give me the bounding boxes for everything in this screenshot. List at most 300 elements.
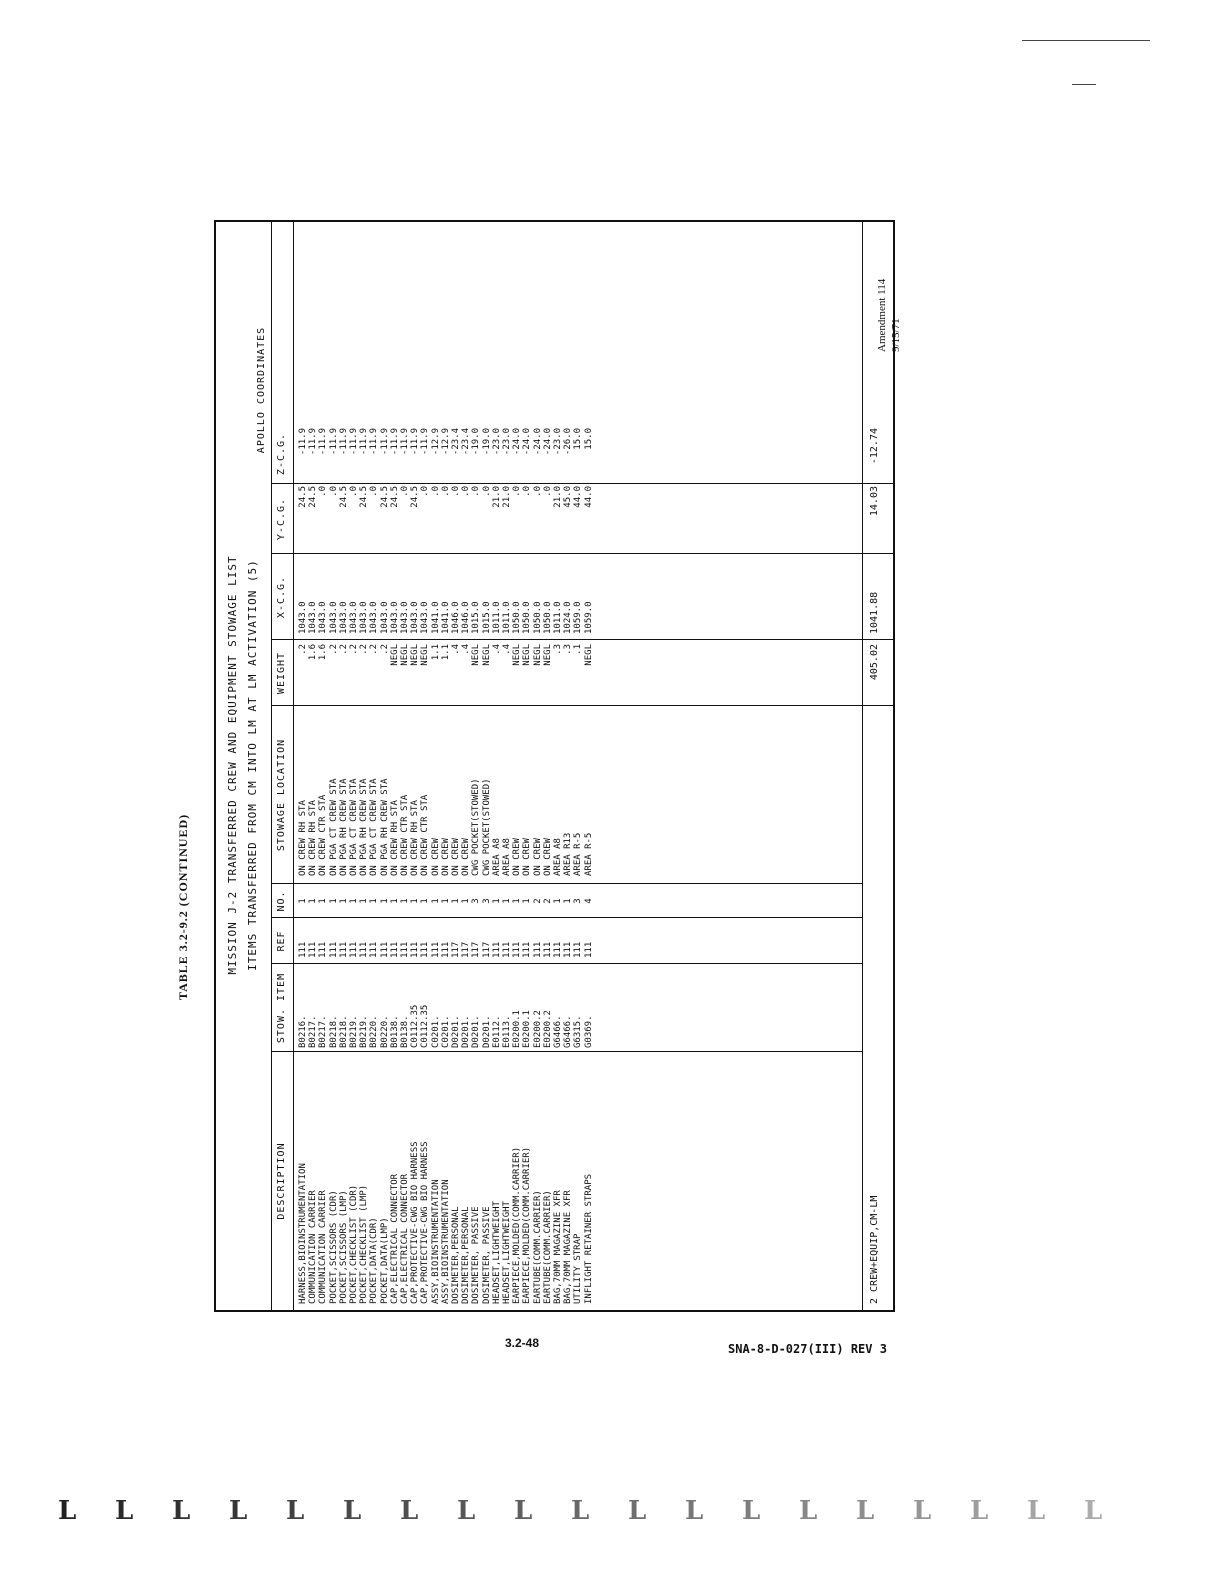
cell-y: .0 bbox=[512, 486, 523, 497]
cell-wt: NEGL bbox=[410, 644, 421, 666]
cell-ref: 111 bbox=[379, 941, 390, 958]
cell-desc: CAP,ELECTRICAL CONNECTOR bbox=[389, 1173, 400, 1304]
amendment-number: Amendment 114 bbox=[876, 278, 888, 352]
cell-desc: INFLIGHT RETAINER STRAPS bbox=[583, 1173, 594, 1304]
document-id: SNA-8-D-027(III) REV 3 bbox=[728, 1342, 887, 1356]
cell-ref: 111 bbox=[308, 941, 319, 958]
cell-loc: ON CREW CTR STA bbox=[400, 794, 410, 876]
cell-wt: .2 bbox=[369, 644, 380, 655]
cell-item: E0200.2 bbox=[542, 1010, 553, 1048]
cell-wt: NEGL bbox=[389, 644, 400, 666]
cell-no: 1 bbox=[328, 898, 339, 904]
binding-tick: L bbox=[970, 1496, 989, 1526]
cell-loc: ON CREW bbox=[440, 838, 451, 876]
cell-wt: NEGL bbox=[420, 644, 431, 666]
table-row bbox=[482, 220, 492, 1310]
cell-y: .0 bbox=[318, 486, 329, 497]
cell-z: -12.9 bbox=[440, 428, 451, 456]
cell-wt: .2 bbox=[379, 644, 390, 655]
table-row bbox=[308, 220, 318, 1310]
cell-y: .0 bbox=[349, 486, 359, 497]
cell-ref: 117 bbox=[481, 941, 492, 958]
table-title: TABLE 3.2-9.2 (CONTINUED) bbox=[176, 813, 190, 1000]
cell-ref: 111 bbox=[338, 941, 349, 958]
binding-tick: L bbox=[856, 1496, 875, 1526]
table-row bbox=[431, 220, 441, 1310]
cell-x: 1015.0 bbox=[471, 601, 482, 634]
cell-loc: ON PGA CT CREW STA bbox=[369, 778, 380, 876]
cell-no: 1 bbox=[440, 898, 451, 904]
cell-x: 1050.0 bbox=[532, 601, 543, 634]
binding-tick: L bbox=[913, 1496, 932, 1526]
coordinates-header: APOLLO COORDINATES bbox=[256, 326, 267, 454]
table-row bbox=[543, 220, 553, 1310]
cell-desc: DOSIMETER,PERSONAL bbox=[451, 1206, 461, 1304]
cell-loc: ON CREW CTR STA bbox=[318, 794, 329, 876]
cell-item: B0217. bbox=[308, 1015, 319, 1048]
table-row bbox=[400, 220, 410, 1310]
cell-item: E0200.1 bbox=[512, 1010, 523, 1048]
cell-item: D0201. bbox=[471, 1015, 482, 1048]
cell-desc: COMMUNICATION CARRIER bbox=[308, 1190, 319, 1304]
cell-wt: 1.6 bbox=[308, 644, 319, 661]
cell-desc: POCKET,DATA(CDR) bbox=[369, 1217, 380, 1304]
table-row bbox=[512, 220, 522, 1310]
cell-desc: BAG,70MM MAGAZINE XFR bbox=[553, 1190, 563, 1304]
cell-y: 24.5 bbox=[298, 486, 308, 508]
table-row bbox=[329, 220, 339, 1310]
cell-loc: AREA R13 bbox=[563, 832, 574, 876]
cell-ref: 111 bbox=[318, 941, 329, 958]
cell-desc: POCKET,DATA(LMP) bbox=[379, 1217, 390, 1304]
cell-item: D0201. bbox=[451, 1015, 461, 1048]
binding-tick: L bbox=[115, 1496, 134, 1526]
cell-y: 24.5 bbox=[338, 486, 349, 508]
cell-y: 21.0 bbox=[502, 486, 512, 508]
cell-item: B0219. bbox=[359, 1015, 370, 1048]
binding-marks bbox=[58, 1496, 1158, 1526]
cell-loc: CWG POCKET(STOWED) bbox=[481, 778, 492, 876]
cell-loc: AREA R-5 bbox=[583, 832, 594, 876]
cell-x: 1024.0 bbox=[563, 601, 574, 634]
cell-y: .0 bbox=[532, 486, 543, 497]
table-row bbox=[298, 220, 308, 1310]
cell-loc: ON CREW bbox=[430, 838, 441, 876]
cell-item: B0216. bbox=[298, 1015, 308, 1048]
cell-loc: ON CREW bbox=[542, 838, 553, 876]
cell-y: 24.5 bbox=[308, 486, 319, 508]
cell-x: 1015.0 bbox=[481, 601, 492, 634]
cell-loc: ON CREW bbox=[512, 838, 523, 876]
cell-ref: 111 bbox=[573, 941, 584, 958]
cell-ref: 111 bbox=[369, 941, 380, 958]
col-x-cg: X-C.G. bbox=[276, 575, 287, 619]
cell-item: B0138. bbox=[389, 1015, 400, 1048]
cell-y: .0 bbox=[420, 486, 431, 497]
cell-x: 1046.0 bbox=[451, 601, 461, 634]
table-row bbox=[390, 220, 400, 1310]
cell-z: -11.9 bbox=[420, 428, 431, 456]
cell-ref: 111 bbox=[512, 941, 523, 958]
cell-ref: 111 bbox=[430, 941, 441, 958]
stowage-table bbox=[216, 220, 893, 1310]
cell-no: 1 bbox=[389, 898, 400, 904]
cell-desc: EARPIECE,MOLDED(COMM.CARRIER) bbox=[512, 1146, 523, 1304]
cell-y: 21.0 bbox=[553, 486, 563, 508]
cell-no: 1 bbox=[308, 898, 319, 904]
col-location: STOWAGE LOCATION bbox=[276, 738, 287, 852]
cell-no: 1 bbox=[349, 898, 359, 904]
cell-y: 24.5 bbox=[379, 486, 390, 508]
cell-z: -11.9 bbox=[298, 428, 308, 456]
cell-ref: 111 bbox=[400, 941, 410, 958]
cell-ref: 111 bbox=[532, 941, 543, 958]
cell-loc: ON CREW bbox=[532, 838, 543, 876]
cell-x: 1043.0 bbox=[349, 601, 359, 634]
cell-wt: NEGL bbox=[583, 644, 594, 666]
cell-z: 15.0 bbox=[583, 428, 594, 450]
cell-y: 24.5 bbox=[410, 486, 421, 508]
cell-x: 1050.0 bbox=[522, 601, 533, 634]
cell-z: -11.9 bbox=[359, 428, 370, 456]
cell-z: -23.4 bbox=[461, 428, 472, 456]
table-row bbox=[563, 220, 573, 1310]
cell-wt: .4 bbox=[461, 644, 472, 655]
cell-loc: AREA A8 bbox=[502, 838, 512, 876]
col-description: DESCRIPTION bbox=[276, 1142, 287, 1220]
cell-wt: .2 bbox=[328, 644, 339, 655]
cell-x: 1043.0 bbox=[420, 601, 431, 634]
cell-wt: .2 bbox=[298, 644, 308, 655]
table-row bbox=[349, 220, 359, 1310]
table-header-line2: ITEMS TRANSFERRED FROM CM INTO LM AT LM ACTIVATION (5) bbox=[246, 559, 259, 971]
table-row bbox=[492, 220, 502, 1310]
cell-item: E0112. bbox=[491, 1015, 502, 1048]
table-row bbox=[553, 220, 563, 1310]
binding-tick: L bbox=[457, 1496, 476, 1526]
cell-desc: UTILITY STRAP bbox=[573, 1233, 584, 1304]
cell-no: 1 bbox=[491, 898, 502, 904]
cell-item: E0200.2 bbox=[532, 1010, 543, 1048]
cell-x: 1043.0 bbox=[308, 601, 319, 634]
cell-y: .0 bbox=[522, 486, 533, 497]
total-label: 2 CREW+EQUIP,CM-LM bbox=[869, 1195, 880, 1304]
cell-desc: CAP,PROTECTIVE-CWG BIO HARNESS bbox=[420, 1141, 431, 1304]
cell-desc: EARTUBE(COMM.CARRIER) bbox=[532, 1190, 543, 1304]
cell-ref: 111 bbox=[298, 941, 308, 958]
cell-x: 1041.0 bbox=[440, 601, 451, 634]
cell-loc: ON CREW bbox=[522, 838, 533, 876]
total-y-cg: 14.03 bbox=[869, 486, 880, 517]
binding-tick: L bbox=[742, 1496, 761, 1526]
cell-desc: EARPIECE,MOLDED(COMM.CARRIER) bbox=[522, 1146, 533, 1304]
cell-desc: DOSIMETER,PERSONAL bbox=[461, 1206, 472, 1304]
cell-x: 1043.0 bbox=[389, 601, 400, 634]
cell-z: -23.0 bbox=[491, 428, 502, 456]
cell-z: -11.9 bbox=[318, 428, 329, 456]
cell-desc: HEADSET,LIGHTWEIGHT bbox=[491, 1201, 502, 1304]
cell-x: 1011.0 bbox=[553, 601, 563, 634]
table-row bbox=[369, 220, 379, 1310]
table-row bbox=[502, 220, 512, 1310]
cell-item: D0201. bbox=[481, 1015, 492, 1048]
cell-z: -11.9 bbox=[400, 428, 410, 456]
cell-desc: POCKET,CHECKLIST (CDR) bbox=[349, 1184, 359, 1304]
cell-x: 1046.0 bbox=[461, 601, 472, 634]
cell-y: .0 bbox=[471, 486, 482, 497]
cell-z: -23.4 bbox=[451, 428, 461, 456]
cell-y: .0 bbox=[542, 486, 553, 497]
binding-tick: L bbox=[514, 1496, 533, 1526]
binding-tick: L bbox=[58, 1496, 77, 1526]
table-row bbox=[471, 220, 481, 1310]
cell-z: -23.0 bbox=[553, 428, 563, 456]
cell-no: 1 bbox=[338, 898, 349, 904]
cell-z: -26.0 bbox=[563, 428, 574, 456]
cell-y: .0 bbox=[481, 486, 492, 497]
cell-no: 3 bbox=[573, 898, 584, 904]
scan-mark bbox=[1022, 40, 1150, 41]
cell-loc: ON PGA CT CREW STA bbox=[328, 778, 339, 876]
cell-wt: NEGL bbox=[512, 644, 523, 666]
cell-wt: NEGL bbox=[400, 644, 410, 666]
col-ref: REF bbox=[276, 930, 287, 952]
cell-desc: CAP,PROTECTIVE-CWG BIO HARNESS bbox=[410, 1141, 421, 1304]
table-row bbox=[441, 220, 451, 1310]
cell-ref: 111 bbox=[563, 941, 574, 958]
cell-item: C0201. bbox=[440, 1015, 451, 1048]
cell-y: 21.0 bbox=[491, 486, 502, 508]
cell-z: -11.9 bbox=[410, 428, 421, 456]
cell-wt: .4 bbox=[502, 644, 512, 655]
cell-item: C0112.35 bbox=[420, 1004, 431, 1048]
cell-wt: .4 bbox=[491, 644, 502, 655]
binding-tick: L bbox=[229, 1496, 248, 1526]
cell-loc: ON PGA RH CREW STA bbox=[379, 778, 390, 876]
cell-wt: NEGL bbox=[481, 644, 492, 666]
col-z-cg: Z-C.G. bbox=[276, 432, 287, 476]
cell-x: 1043.0 bbox=[359, 601, 370, 634]
cell-desc: POCKET,SCISSORS (CDR) bbox=[328, 1190, 339, 1304]
cell-z: -11.9 bbox=[379, 428, 390, 456]
cell-z: 15.0 bbox=[573, 428, 584, 450]
total-z-cg: -12.74 bbox=[869, 428, 880, 465]
table-row bbox=[461, 220, 471, 1310]
cell-desc: BAG,70MM MAGAZINE XFR bbox=[563, 1190, 574, 1304]
cell-z: -23.0 bbox=[502, 428, 512, 456]
table-row bbox=[451, 220, 461, 1310]
cell-no: 1 bbox=[400, 898, 410, 904]
cell-desc: DOSIMETER, PASSIVE bbox=[481, 1206, 492, 1304]
amendment-date: 9/15/71 bbox=[890, 318, 903, 352]
cell-item: B0217. bbox=[318, 1015, 329, 1048]
table-row bbox=[573, 220, 583, 1310]
table-header-line1: MISSION J-2 TRANSFERRED CREW AND EQUIPMENT STOWAGE LIST bbox=[226, 555, 239, 975]
cell-no: 1 bbox=[522, 898, 533, 904]
cell-wt: 1.6 bbox=[318, 644, 329, 661]
cell-item: B0138. bbox=[400, 1015, 410, 1048]
cell-no: 1 bbox=[512, 898, 523, 904]
cell-y: .0 bbox=[451, 486, 461, 497]
cell-x: 1059.0 bbox=[583, 601, 594, 634]
cell-no: 1 bbox=[318, 898, 329, 904]
cell-ref: 111 bbox=[410, 941, 421, 958]
cell-loc: ON CREW CTR STA bbox=[420, 794, 431, 876]
cell-y: .0 bbox=[328, 486, 339, 497]
binding-tick: L bbox=[172, 1496, 191, 1526]
table-row bbox=[522, 220, 532, 1310]
cell-no: 2 bbox=[532, 898, 543, 904]
cell-x: 1043.0 bbox=[318, 601, 329, 634]
cell-x: 1043.0 bbox=[369, 601, 380, 634]
cell-desc: CAP,ELECTRICAL CONNECTOR bbox=[400, 1173, 410, 1304]
cell-z: -24.0 bbox=[512, 428, 523, 456]
cell-wt: 1.1 bbox=[440, 644, 451, 661]
cell-desc: COMMUNICATION CARRIER bbox=[318, 1190, 329, 1304]
total-rule bbox=[862, 220, 863, 1310]
cell-ref: 117 bbox=[451, 941, 461, 958]
total-weight: 405.02 bbox=[869, 644, 880, 681]
cell-no: 1 bbox=[430, 898, 441, 904]
cell-ref: 111 bbox=[420, 941, 431, 958]
binding-tick: L bbox=[685, 1496, 704, 1526]
cell-item: D0201. bbox=[461, 1015, 472, 1048]
cell-loc: ON CREW RH STA bbox=[308, 800, 319, 876]
scan-mark bbox=[1072, 84, 1096, 85]
cell-desc: ASSY,BIOINSTRUMENTATION bbox=[430, 1179, 441, 1304]
cell-desc: POCKET,SCISSORS (LMP) bbox=[338, 1190, 349, 1304]
cell-item: G6315. bbox=[573, 1015, 584, 1048]
cell-wt: NEGL bbox=[532, 644, 543, 666]
cell-ref: 111 bbox=[328, 941, 339, 958]
cell-item: E0200.1 bbox=[522, 1010, 533, 1048]
page-number: 3.2-48 bbox=[505, 1336, 540, 1350]
cell-desc: DOSIMETER, PASSIVE bbox=[471, 1206, 482, 1304]
cell-ref: 111 bbox=[522, 941, 533, 958]
cell-ref: 111 bbox=[389, 941, 400, 958]
cell-item: G6466. bbox=[553, 1015, 563, 1048]
cell-y: 24.5 bbox=[389, 486, 400, 508]
cell-desc: HEADSET,LIGHTWEIGHT bbox=[502, 1201, 512, 1304]
cell-loc: AREA R-5 bbox=[573, 832, 584, 876]
cell-no: 1 bbox=[420, 898, 431, 904]
table-row bbox=[339, 220, 349, 1310]
cell-no: 1 bbox=[359, 898, 370, 904]
cell-item: C0112.35 bbox=[410, 1004, 421, 1048]
binding-tick: L bbox=[1027, 1496, 1046, 1526]
cell-x: 1043.0 bbox=[410, 601, 421, 634]
cell-loc: ON CREW bbox=[461, 838, 472, 876]
cell-ref: 117 bbox=[461, 941, 472, 958]
table-row bbox=[584, 220, 594, 1310]
cell-loc: ON CREW RH STA bbox=[298, 800, 308, 876]
cell-no: 1 bbox=[563, 898, 574, 904]
cell-no: 1 bbox=[298, 898, 308, 904]
cell-y: 44.0 bbox=[583, 486, 594, 508]
cell-ref: 111 bbox=[491, 941, 502, 958]
table-row bbox=[533, 220, 543, 1310]
cell-ref: 111 bbox=[359, 941, 370, 958]
cell-z: -11.9 bbox=[389, 428, 400, 456]
cell-z: -11.9 bbox=[338, 428, 349, 456]
col-stow-item: STOW. ITEM bbox=[276, 972, 287, 1044]
cell-wt: .3 bbox=[553, 644, 563, 655]
cell-desc: POCKET,CHECKLIST (LMP) bbox=[359, 1184, 370, 1304]
table-row bbox=[420, 220, 430, 1310]
cell-no: 1 bbox=[451, 898, 461, 904]
binding-tick: L bbox=[286, 1496, 305, 1526]
cell-wt: .3 bbox=[563, 644, 574, 655]
cell-wt: 1.1 bbox=[430, 644, 441, 661]
cell-x: 1043.0 bbox=[298, 601, 308, 634]
cell-desc: ASSY,BIOINSTRUMENTATION bbox=[440, 1179, 451, 1304]
cell-y: 44.0 bbox=[573, 486, 584, 508]
cell-loc: ON CREW RH STA bbox=[410, 800, 421, 876]
cell-z: -11.9 bbox=[308, 428, 319, 456]
cell-ref: 117 bbox=[471, 941, 482, 958]
cell-no: 3 bbox=[471, 898, 482, 904]
col-weight: WEIGHT bbox=[276, 651, 287, 695]
col-no: NO. bbox=[276, 890, 287, 912]
cell-loc: ON PGA RH CREW STA bbox=[359, 778, 370, 876]
cell-item: B0218. bbox=[328, 1015, 339, 1048]
binding-tick: L bbox=[571, 1496, 590, 1526]
cell-desc: HARNESS,BIOINSTRUMENTATION bbox=[298, 1163, 308, 1304]
cell-z: -11.9 bbox=[349, 428, 359, 456]
cell-y: .0 bbox=[461, 486, 472, 497]
cell-x: 1011.0 bbox=[502, 601, 512, 634]
cell-x: 1041.0 bbox=[430, 601, 441, 634]
cell-no: 2 bbox=[542, 898, 553, 904]
cell-no: 3 bbox=[481, 898, 492, 904]
header-rule-bottom bbox=[293, 220, 294, 1310]
cell-ref: 111 bbox=[553, 941, 563, 958]
cell-wt: NEGL bbox=[522, 644, 533, 666]
cell-loc: ON PGA CT CREW STA bbox=[349, 778, 359, 876]
cell-wt: NEGL bbox=[471, 644, 482, 666]
cell-item: B0220. bbox=[369, 1015, 380, 1048]
cell-x: 1050.0 bbox=[512, 601, 523, 634]
cell-loc: ON PGA RH CREW STA bbox=[338, 778, 349, 876]
cell-desc: EARTUBE(COMM.CARRIER) bbox=[542, 1190, 553, 1304]
cell-y: .0 bbox=[440, 486, 451, 497]
cell-ref: 111 bbox=[583, 941, 594, 958]
binding-tick: L bbox=[343, 1496, 362, 1526]
cell-no: 4 bbox=[583, 898, 594, 904]
binding-tick: L bbox=[799, 1496, 818, 1526]
cell-ref: 111 bbox=[542, 941, 553, 958]
cell-x: 1059.0 bbox=[573, 601, 584, 634]
cell-y: .0 bbox=[430, 486, 441, 497]
binding-tick: L bbox=[400, 1496, 419, 1526]
cell-no: 1 bbox=[379, 898, 390, 904]
cell-wt: .1 bbox=[573, 644, 584, 655]
cell-y: .0 bbox=[369, 486, 380, 497]
col-y-cg: Y-C.G. bbox=[276, 497, 287, 541]
cell-no: 1 bbox=[369, 898, 380, 904]
binding-tick: L bbox=[1084, 1496, 1103, 1526]
cell-wt: .2 bbox=[338, 644, 349, 655]
cell-item: G6466. bbox=[563, 1015, 574, 1048]
cell-z: -11.9 bbox=[328, 428, 339, 456]
cell-x: 1043.0 bbox=[328, 601, 339, 634]
cell-ref: 111 bbox=[502, 941, 512, 958]
cell-no: 1 bbox=[410, 898, 421, 904]
cell-y: .0 bbox=[400, 486, 410, 497]
cell-loc: AREA A8 bbox=[553, 838, 563, 876]
cell-loc: AREA A8 bbox=[491, 838, 502, 876]
table-row bbox=[359, 220, 369, 1310]
